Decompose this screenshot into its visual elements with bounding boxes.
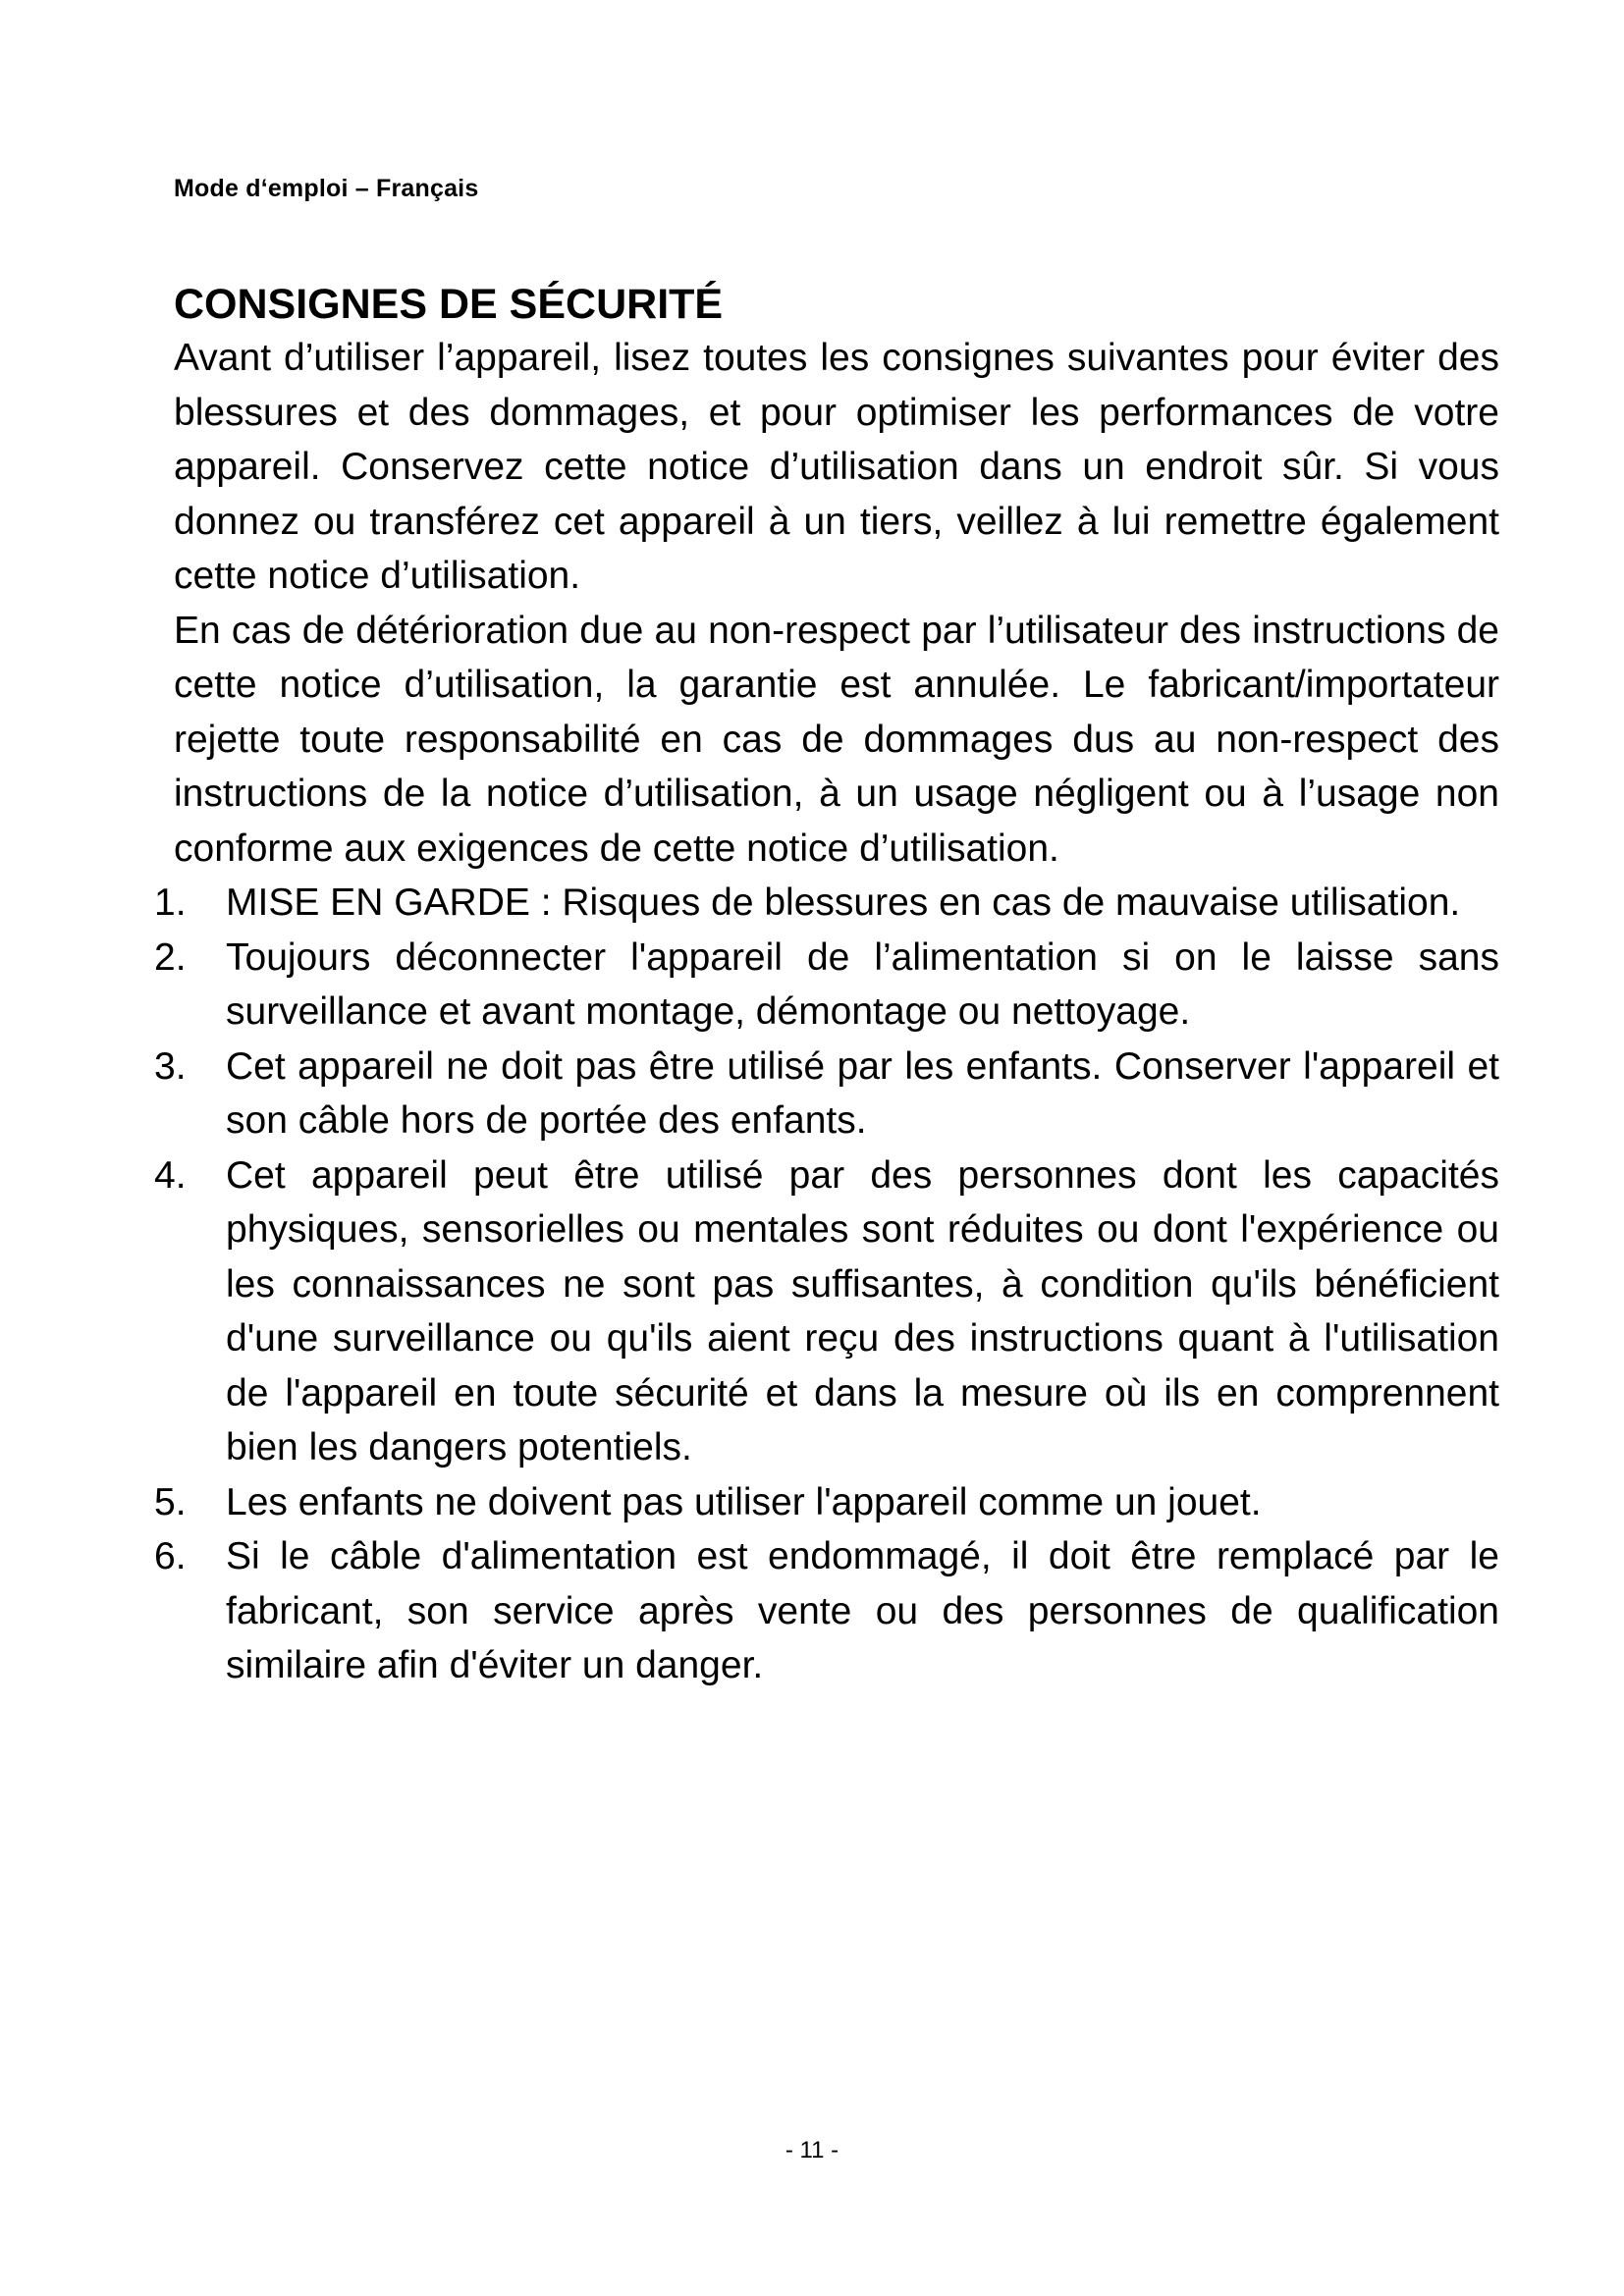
- list-item-text: Les enfants ne doivent pas utiliser l'appareil comme un jouet.: [226, 1480, 1262, 1523]
- list-item-number: 5.: [154, 1480, 187, 1523]
- list-item: [154, 876, 1499, 931]
- list-item-text: Si le câble d'alimentation est endommagé, il doit être remplacé par le fabricant, son service après vente ou des personnes de qualification similaire afin d'éviter un danger.: [226, 1535, 1499, 1686]
- list-item-number: 1.: [154, 881, 187, 924]
- list-item: [154, 931, 1499, 1040]
- list-item-number: 4.: [154, 1153, 187, 1197]
- safety-section: [154, 278, 1499, 1693]
- list-item-text: Cet appareil ne doit pas être utilisé par les enfants. Conserver l'appareil et son câble hors de portée des enfants.: [226, 1044, 1499, 1142]
- list-item-text: Toujours déconnecter l'appareil de l’alimentation si on le laisse sans surveillance et avant montage, démontage ou nettoyage.: [226, 935, 1499, 1033]
- list-item-text: MISE EN GARDE : Risques de blessures en cas de mauvaise utilisation.: [226, 881, 1461, 924]
- safety-list: [154, 876, 1499, 1693]
- warranty-paragraph: En cas de détérioration due au non-respect par l’utilisateur des instructions de cette notice d’utilisation, la garantie est annulée. Le fabricant/importateur rejette toute responsabilité en cas de dommages dus au non-respect des instructions de la notice d’utilisation, à un usage négligent ou à l’usage non conforme aux exigences de cette notice d’utilisation.: [174, 609, 1499, 870]
- section-title: CONSIGNES DE SÉCURITÉ: [174, 281, 724, 328]
- intro-paragraph: Avant d’utiliser l’appareil, lisez toutes les consignes suivantes pour éviter des blessures et des dommages, et pour optimiser les performances de votre appareil. Conservez cette notice d’utilisation dans un endroit sûr. Si vous donnez ou transférez cet appareil à un tiers, veillez à lui remettre également cette notice d’utilisation.: [174, 337, 1499, 597]
- list-item-text: Cet appareil peut être utilisé par des personnes dont les capacités physiques, sensorielles ou mentales sont réduites ou dont l'expérience ou les connaissances ne sont pas suffisantes, à condition qu'ils bénéficient d'une surveillance ou qu'ils aient reçu des instructions quant à l'utilisation de l'appareil en toute sécurité et dans la mesure où ils en comprennent bien les dangers potentiels.: [226, 1153, 1499, 1468]
- list-item-number: 6.: [154, 1535, 187, 1577]
- list-item-number: 3.: [154, 1044, 187, 1088]
- list-item-number: 2.: [154, 935, 187, 979]
- page-header: Mode d‘emploi – Français: [174, 175, 479, 202]
- page-number: - 11 -: [785, 2137, 839, 2163]
- list-item: [154, 1475, 1499, 1530]
- list-item: [154, 1040, 1499, 1148]
- list-item: [154, 1529, 1499, 1693]
- list-item: [154, 1148, 1499, 1475]
